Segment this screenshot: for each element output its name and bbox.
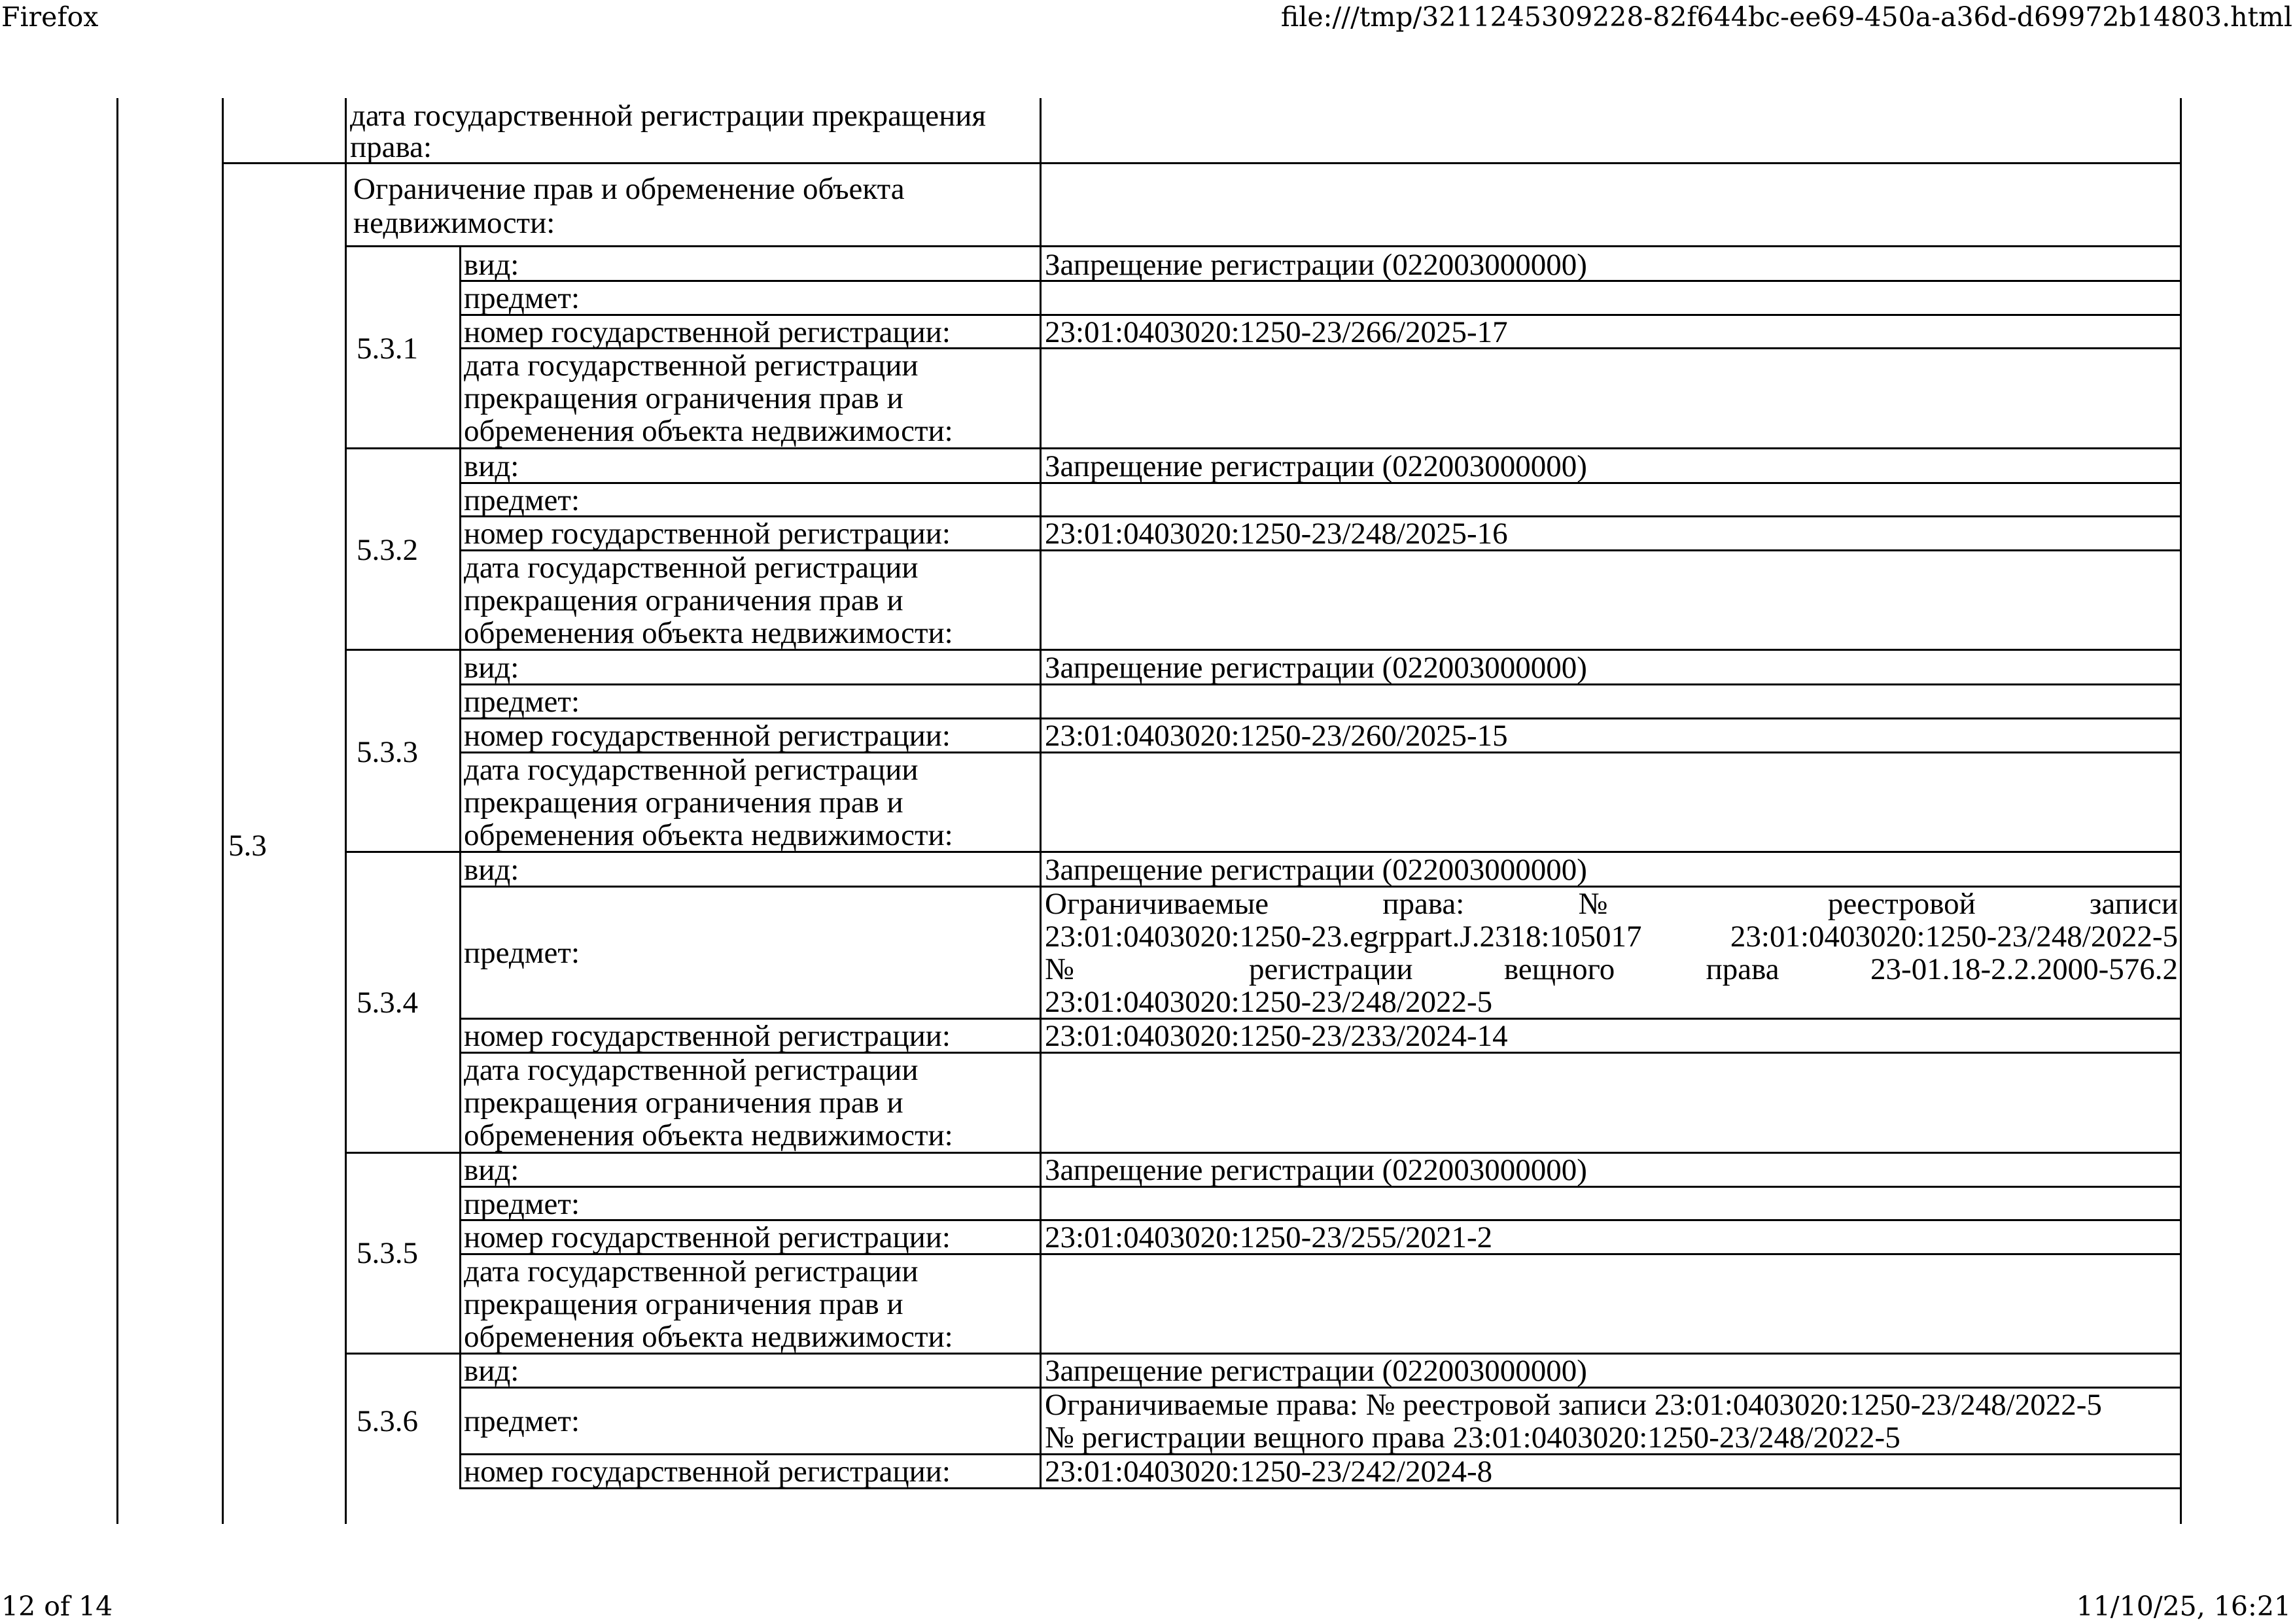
value-kind: Запрещение регистрации (022003000000) <box>1045 1153 1587 1187</box>
top-row-label-line1: дата государственной регистрации прекращения <box>350 99 987 133</box>
entry-number: 5.3.1 <box>357 332 418 366</box>
page-url: file:///tmp/3211245309228-82f644bc-ee69-450a-a36d-d69972b14803.html <box>1280 1 2292 33</box>
label-end-date-line3: обременения объекта недвижимости: <box>464 818 953 852</box>
table-border-right <box>2180 98 2182 1524</box>
entry-number: 5.3.4 <box>357 986 418 1020</box>
label-end-date-line1: дата государственной регистрации <box>464 1053 919 1087</box>
label-subject: предмет: <box>464 483 580 517</box>
label-kind: вид: <box>464 853 519 887</box>
entry-number: 5.3.5 <box>357 1236 418 1270</box>
label-end-date-line2: прекращения ограничения прав и <box>464 1287 903 1321</box>
label-end-date-line3: обременения объекта недвижимости: <box>464 1320 953 1354</box>
value-subject-line2: № регистрации вещного права 23:01:0403020:1250-23/248/2022-5 <box>1045 1421 1901 1455</box>
label-subject: предмет: <box>464 281 580 315</box>
label-end-date-line3: обременения объекта недвижимости: <box>464 616 953 650</box>
value-kind: Запрещение регистрации (022003000000) <box>1045 651 1587 685</box>
value-reg-number: 23:01:0403020:1250-23/248/2025-16 <box>1045 517 1508 551</box>
value-reg-number: 23:01:0403020:1250-23/255/2021-2 <box>1045 1220 1493 1254</box>
column-divider-value <box>1040 247 1042 1489</box>
label-kind: вид: <box>464 1354 519 1388</box>
value-kind: Запрещение регистрации (022003000000) <box>1045 449 1587 483</box>
value-subject-line2: 23:01:0403020:1250-23.egrppart.J.2318:105017 23:01:0403020:1250-23/248/2022-5 <box>1045 920 2178 954</box>
section-title-line1: Ограничение прав и обременение объекта <box>353 172 905 206</box>
label-reg-number: номер государственной регистрации: <box>464 1220 951 1254</box>
browser-app-name: Firefox <box>1 1 99 33</box>
label-end-date-line2: прекращения ограничения прав и <box>464 786 903 820</box>
entry-number: 5.3.2 <box>357 533 418 567</box>
label-kind: вид: <box>464 651 519 685</box>
label-kind: вид: <box>464 1153 519 1187</box>
label-subject: предмет: <box>464 685 580 719</box>
top-row-label-line2: права: <box>350 130 432 164</box>
label-end-date-line1: дата государственной регистрации <box>464 1254 919 1288</box>
section-number: 5.3 <box>228 829 267 863</box>
value-subject-line3: № регистрации вещного права 23-01.18-2.2.2000-576.2 <box>1045 952 2178 986</box>
label-kind: вид: <box>464 449 519 483</box>
label-reg-number: номер государственной регистрации: <box>464 315 951 349</box>
value-kind: Запрещение регистрации (022003000000) <box>1045 1354 1587 1388</box>
label-subject: предмет: <box>464 936 580 970</box>
label-end-date-line3: обременения объекта недвижимости: <box>464 414 953 448</box>
label-reg-number: номер государственной регистрации: <box>464 719 951 753</box>
column-divider-label <box>459 247 461 1489</box>
entry-number: 5.3.3 <box>357 735 418 769</box>
page-indicator: 12 of 14 <box>1 1591 113 1622</box>
value-kind: Запрещение регистрации (022003000000) <box>1045 853 1587 887</box>
label-end-date-line1: дата государственной регистрации <box>464 349 919 383</box>
print-datetime: 11/10/25, 16:21 <box>2076 1591 2291 1622</box>
value-subject-line4: 23:01:0403020:1250-23/248/2022-5 <box>1045 985 1493 1019</box>
label-end-date-line1: дата государственной регистрации <box>464 753 919 787</box>
column-divider-value-top <box>1040 98 1042 245</box>
label-reg-number: номер государственной регистрации: <box>464 1455 951 1489</box>
label-subject: предмет: <box>464 1187 580 1221</box>
label-end-date-line1: дата государственной регистрации <box>464 551 919 585</box>
row-divider <box>345 245 2181 247</box>
value-reg-number: 23:01:0403020:1250-23/233/2024-14 <box>1045 1019 1508 1053</box>
entry-number: 5.3.6 <box>357 1404 418 1438</box>
table-border-left <box>116 98 118 1524</box>
label-end-date-line2: прекращения ограничения прав и <box>464 1086 903 1120</box>
value-reg-number: 23:01:0403020:1250-23/266/2025-17 <box>1045 315 1508 349</box>
label-reg-number: номер государственной регистрации: <box>464 517 951 551</box>
label-kind: вид: <box>464 248 519 282</box>
label-end-date-line2: прекращения ограничения прав и <box>464 381 903 415</box>
value-reg-number: 23:01:0403020:1250-23/260/2025-15 <box>1045 719 1508 753</box>
label-end-date-line3: обременения объекта недвижимости: <box>464 1118 953 1152</box>
value-reg-number: 23:01:0403020:1250-23/242/2024-8 <box>1045 1455 1493 1489</box>
value-subject-line1: Ограничиваемые права: № реестровой записи <box>1045 887 2178 921</box>
label-end-date-line2: прекращения ограничения прав и <box>464 583 903 617</box>
column-divider-section <box>222 98 224 1524</box>
section-title-line2: недвижимости: <box>353 206 555 240</box>
value-kind: Запрещение регистрации (022003000000) <box>1045 248 1587 282</box>
column-divider-subsection <box>345 98 347 1524</box>
value-subject-line1: Ограничиваемые права: № реестровой записи 23:01:0403020:1250-23/248/2022-5 <box>1045 1388 2102 1422</box>
row-divider <box>222 162 2181 164</box>
label-subject: предмет: <box>464 1404 580 1438</box>
label-reg-number: номер государственной регистрации: <box>464 1019 951 1053</box>
